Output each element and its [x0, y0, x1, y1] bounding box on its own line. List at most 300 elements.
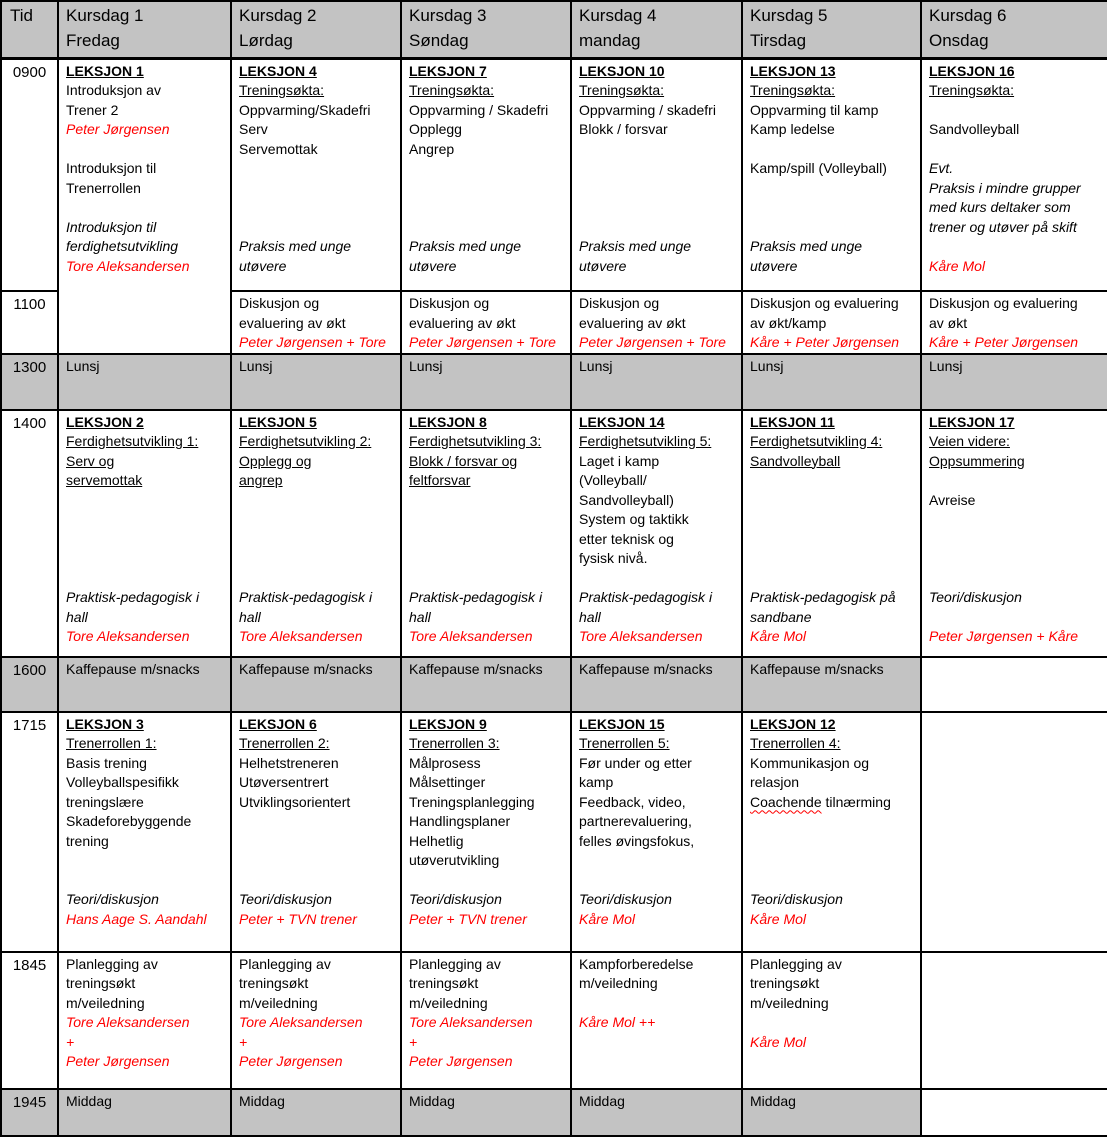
cell-1715-day5 — [742, 712, 921, 952]
spellcheck-word: Coachende — [750, 793, 822, 810]
cell-line: utøverutvikling — [409, 852, 500, 868]
cell-line — [239, 198, 396, 218]
time-label-1100: 1100 — [1, 291, 58, 354]
schedule-row-1600 — [1, 657, 1107, 712]
cell-line: LEKSJON 1 — [66, 62, 144, 79]
cell-line: Kamp ledelse — [750, 121, 835, 137]
cell-1845-day6 — [921, 952, 1107, 1089]
cell-1300-day2 — [231, 354, 401, 410]
cell-0900-day3 — [401, 58, 571, 291]
cell-line: Peter Jørgensen + Kåre — [929, 628, 1079, 644]
cell-line: treningsøkt — [409, 975, 479, 991]
cell-line: utøvere — [239, 257, 287, 274]
cell-line: Før under og etter — [579, 754, 692, 771]
cell-line: ferdighetsutvikling — [66, 238, 179, 254]
cell-line — [750, 569, 916, 589]
cell-line: Trenerrollen 5: — [579, 735, 670, 751]
cell-line: Teori/diskusjon — [750, 891, 843, 907]
cell-line: Peter Jørgensen — [409, 1053, 513, 1069]
cell-line — [750, 549, 916, 569]
cell-line: hall — [409, 608, 431, 625]
cell-line — [66, 549, 226, 569]
cell-line: Teori/diskusjon — [579, 891, 672, 907]
cell-line: LEKSJON 6 — [239, 715, 317, 732]
cell-1715-day1 — [58, 712, 231, 952]
cell-line — [409, 179, 566, 199]
cell-line: LEKSJON 11 — [750, 413, 835, 430]
cell-line — [409, 198, 566, 218]
schedule-row-1945 — [1, 1089, 1107, 1136]
cell-1945-day3 — [401, 1089, 571, 1136]
cell-line — [929, 471, 1103, 491]
column-header-day2 — [231, 1, 401, 58]
cell-1945-day1 — [58, 1089, 231, 1136]
cell-line: Trenerrollen — [66, 179, 141, 196]
cell-line: Middag — [579, 1092, 625, 1109]
cell-line: Middag — [409, 1092, 455, 1109]
cell-0900-day1 — [58, 58, 231, 354]
cell-line: Kåre Mol — [750, 628, 807, 644]
day-name: Fredag — [66, 31, 120, 50]
column-header-day3 — [401, 1, 571, 58]
cell-line: + — [66, 1033, 75, 1050]
cell-line — [66, 851, 226, 871]
cell-line: Volleyballspesifikk — [66, 774, 179, 790]
cell-line: LEKSJON 5 — [239, 413, 317, 430]
cell-line — [409, 569, 566, 589]
header-row — [1, 1, 1107, 58]
cell-line — [66, 140, 226, 160]
cell-line: treningsøkt — [750, 975, 820, 991]
cell-line — [239, 179, 396, 199]
cell-line: Utøversentrert — [239, 774, 329, 790]
cell-line: Utviklingsorientert — [239, 793, 351, 810]
cell-line: Praksis med unge — [579, 238, 692, 254]
cell-1945-day2 — [231, 1089, 401, 1136]
cell-line — [750, 812, 916, 832]
cell-line: Ferdighetsutvikling 1: — [66, 433, 199, 449]
cell-line: Planlegging av — [409, 955, 501, 972]
cell-line: Praktisk-pedagogisk på — [750, 589, 896, 605]
cell-1715-day6 — [921, 712, 1107, 952]
cell-line: partnerevaluering, — [579, 813, 692, 829]
cell-line: Planlegging av — [750, 955, 842, 972]
day-name: Lørdag — [239, 31, 293, 50]
cell-line: Servemottak — [239, 140, 318, 157]
cell-line: Praksis med unge — [239, 238, 352, 254]
cell-line: utøvere — [409, 257, 457, 274]
cell-1845-day2 — [231, 952, 401, 1089]
cell-line: Diskusjon og evaluering — [929, 295, 1078, 311]
cell-line — [239, 812, 396, 832]
cell-1600-day3 — [401, 657, 571, 712]
column-header-day4 — [571, 1, 742, 58]
cell-line: Kåre + Peter Jørgensen — [750, 334, 900, 350]
column-header-day6 — [921, 1, 1107, 58]
cell-line — [239, 549, 396, 569]
cell-line — [579, 569, 737, 589]
cell-line: Oppvarming/Skadefri — [239, 101, 371, 118]
cell-1600-day2 — [231, 657, 401, 712]
cell-line: Målprosess — [409, 754, 481, 771]
cell-line: Lunsj — [239, 357, 273, 374]
cell-line: Sandvolleyball — [929, 121, 1020, 137]
column-header-day1 — [58, 1, 231, 58]
cell-line: Lunsj — [409, 357, 443, 374]
cell-line: fysisk nivå. — [579, 550, 648, 566]
cell-1300-day5 — [742, 354, 921, 410]
cell-line: LEKSJON 7 — [409, 62, 487, 79]
cell-line — [750, 491, 916, 511]
cell-line: Praksis i mindre grupper — [929, 179, 1081, 196]
cell-line: Introduksjon til — [66, 218, 157, 235]
cell-line — [409, 491, 566, 511]
cell-line: Oppvarming / Skadefri — [409, 101, 549, 118]
cell-line — [750, 218, 916, 238]
cell-1945-day4 — [571, 1089, 742, 1136]
cell-line: Avreise — [929, 491, 976, 508]
schedule-row-0900 — [1, 58, 1107, 291]
cell-1400-day5 — [742, 410, 921, 657]
cell-line: LEKSJON 17 — [929, 413, 1015, 430]
cell-line — [239, 491, 396, 511]
cell-line — [579, 871, 737, 891]
day-name: Onsdag — [929, 31, 989, 50]
cell-line — [929, 608, 1103, 628]
cell-line: Lunsj — [579, 357, 613, 374]
day-title: Kursdag 2 — [239, 6, 317, 25]
cell-line: Praktisk-pedagogisk i — [409, 589, 543, 605]
cell-line — [579, 994, 737, 1014]
cell-line: Ferdighetsutvikling 4: — [750, 433, 883, 449]
cell-line — [239, 218, 396, 238]
cell-1300-day1 — [58, 354, 231, 410]
cell-line: Basis trening — [66, 754, 147, 771]
cell-line — [409, 159, 566, 179]
cell-1400-day1 — [58, 410, 231, 657]
cell-line: av økt/kamp — [750, 314, 827, 331]
cell-line: av økt — [929, 314, 968, 331]
cell-1600-day1 — [58, 657, 231, 712]
cell-1100-day2 — [231, 291, 401, 354]
day-title: Kursdag 3 — [409, 6, 487, 25]
cell-line: servemottak — [66, 472, 143, 488]
time-label-1600: 1600 — [1, 657, 58, 712]
cell-line: LEKSJON 8 — [409, 413, 487, 430]
cell-line: med kurs deltaker som — [929, 199, 1071, 215]
cell-1400-day2 — [231, 410, 401, 657]
cell-line: Praktisk-pedagogisk i — [66, 589, 200, 605]
cell-line: angrep — [239, 472, 283, 488]
column-header-tid: Tid — [1, 1, 58, 58]
cell-line: hall — [239, 608, 261, 625]
cell-line: Blokk / forsvar — [579, 121, 668, 137]
cell-line: Tore Aleksandersen — [579, 628, 703, 644]
cell-line — [409, 871, 566, 891]
cell-line: sandbane — [750, 608, 812, 625]
cell-line: LEKSJON 15 — [579, 715, 665, 732]
cell-line: + — [239, 1033, 248, 1050]
cell-line — [750, 198, 916, 218]
cell-line: Introduksjon av — [66, 82, 161, 98]
cell-line: m/veiledning — [579, 975, 658, 991]
time-label-1300: 1300 — [1, 354, 58, 410]
cell-line — [750, 471, 916, 491]
cell-line: utøvere — [750, 257, 798, 274]
cell-1845-day3 — [401, 952, 571, 1089]
cell-line: Treningsøkta: — [929, 82, 1015, 98]
schedule-row-1400 — [1, 410, 1107, 657]
cell-line: LEKSJON 4 — [239, 62, 317, 79]
cell-line: Kåre Mol — [929, 257, 986, 274]
cell-line: Serv — [239, 121, 268, 137]
cell-line: Kaffepause m/snacks — [239, 660, 373, 677]
cell-line: Trenerrollen 4: — [750, 735, 841, 751]
cell-line — [929, 569, 1103, 589]
cell-line: Diskusjon og — [409, 295, 490, 311]
cell-line: Tore Aleksandersen — [66, 628, 190, 644]
cell-line: Trenerrollen 3: — [409, 735, 500, 751]
cell-line: Trener 2 — [66, 101, 119, 118]
cell-1400-day3 — [401, 410, 571, 657]
day-name: Tirsdag — [750, 31, 807, 50]
cell-line: Tore Aleksandersen — [66, 1014, 190, 1030]
cell-line: Kampforberedelse — [579, 955, 694, 972]
cell-line — [579, 198, 737, 218]
cell-line: Teori/diskusjon — [409, 891, 502, 907]
cell-line: Sandvolleyball — [750, 452, 841, 469]
cell-line — [579, 851, 737, 871]
cell-line: trener og utøver på skift — [929, 218, 1077, 235]
cell-line — [239, 530, 396, 550]
cell-line: Praktisk-pedagogisk i — [579, 589, 713, 605]
cell-line — [929, 549, 1103, 569]
cell-line: Oppsummering — [929, 452, 1025, 469]
cell-1100-day5 — [742, 291, 921, 354]
day-title: Kursdag 4 — [579, 6, 657, 25]
cell-line — [409, 530, 566, 550]
cell-line: feltforsvar — [409, 472, 471, 488]
cell-line: Evt. — [929, 160, 954, 176]
cell-line — [750, 832, 916, 852]
cell-line — [239, 569, 396, 589]
cell-line — [750, 179, 916, 199]
cell-1945-day5 — [742, 1089, 921, 1136]
cell-line: LEKSJON 3 — [66, 715, 144, 732]
cell-line: Middag — [239, 1092, 285, 1109]
cell-line: Feedback, video, — [579, 793, 686, 810]
cell-1400-day6 — [921, 410, 1107, 657]
column-header-day5 — [742, 1, 921, 58]
cell-line: Planlegging av — [66, 955, 158, 972]
cell-line: Teori/diskusjon — [239, 891, 332, 907]
cell-line: Lunsj — [929, 357, 963, 374]
cell-1845-day5 — [742, 952, 921, 1089]
cell-1845-day4 — [571, 952, 742, 1089]
cell-line — [66, 569, 226, 589]
cell-line: Diskusjon og — [579, 295, 660, 311]
cell-line: Helhetlig — [409, 832, 464, 849]
cell-line: LEKSJON 10 — [579, 62, 665, 79]
cell-line: Kåre Mol — [750, 910, 807, 927]
cell-line: hall — [579, 608, 601, 625]
cell-line: LEKSJON 14 — [579, 413, 665, 430]
cell-line: Hans Aage S. Aandahl — [66, 910, 207, 927]
cell-line: Peter + TVN trener — [239, 910, 357, 927]
cell-line: Kåre Mol — [579, 910, 636, 927]
cell-line: hall — [66, 608, 88, 625]
cell-line — [239, 871, 396, 891]
cell-line: m/veiledning — [409, 994, 488, 1011]
cell-line — [579, 179, 737, 199]
cell-line: trening — [66, 832, 109, 849]
cell-line — [579, 218, 737, 238]
cell-line: System og taktikk — [579, 511, 689, 527]
time-label-1945: 1945 — [1, 1089, 58, 1136]
cell-line: LEKSJON 12 — [750, 715, 836, 732]
cell-line: evaluering av økt — [409, 314, 516, 331]
cell-line: Introduksjon til — [66, 160, 157, 176]
cell-line: Coachende tilnærming — [750, 793, 891, 810]
cell-line: Kaffepause m/snacks — [750, 660, 884, 677]
cell-1600-day6 — [921, 657, 1107, 712]
cell-line: relasjon — [750, 774, 800, 790]
cell-line: Blokk / forsvar og — [409, 452, 518, 469]
cell-line: Opplegg og — [239, 452, 312, 469]
cell-1600-day5 — [742, 657, 921, 712]
cell-line: Teori/diskusjon — [929, 589, 1022, 605]
cell-line: treningsøkt — [239, 975, 309, 991]
cell-line: Planlegging av — [239, 955, 331, 972]
cell-line: evaluering av økt — [579, 314, 686, 331]
cell-line — [66, 491, 226, 511]
cell-line: Peter Jørgensen + Tore — [409, 334, 556, 350]
cell-line: Oppvarming til kamp — [750, 101, 879, 118]
schedule-row-1300 — [1, 354, 1107, 410]
cell-line: Lunsj — [66, 357, 100, 374]
cell-line — [750, 510, 916, 530]
cell-line — [750, 851, 916, 871]
time-label-1845: 1845 — [1, 952, 58, 1089]
cell-line: Skadeforebyggende — [66, 813, 192, 829]
cell-line — [239, 851, 396, 871]
cell-1400-day4 — [571, 410, 742, 657]
cell-line: Sandvolleyball) — [579, 491, 674, 508]
cell-line: Treningsplanlegging — [409, 793, 535, 810]
cell-line: Laget i kamp — [579, 452, 660, 469]
cell-line: Trenerrollen 1: — [66, 735, 157, 751]
cell-line: Lunsj — [750, 357, 784, 374]
cell-line — [929, 140, 1103, 160]
cell-1715-day3 — [401, 712, 571, 952]
cell-1715-day4 — [571, 712, 742, 952]
cell-line — [66, 871, 226, 891]
cell-line: kamp — [579, 774, 614, 790]
cell-line: m/veiledning — [750, 994, 829, 1011]
cell-line: Tore Aleksandersen — [66, 257, 190, 274]
cell-line — [66, 198, 226, 218]
cell-line: treningsøkt — [66, 975, 136, 991]
cell-1300-day3 — [401, 354, 571, 410]
cell-line: Tore Aleksandersen — [409, 1014, 533, 1030]
cell-line: Ferdighetsutvikling 2: — [239, 433, 372, 449]
cell-line: Kaffepause m/snacks — [409, 660, 543, 677]
cell-1945-day6 — [921, 1089, 1107, 1136]
cell-line — [750, 1013, 916, 1033]
cell-line: Tore Aleksandersen — [239, 628, 363, 644]
cell-1100-day3 — [401, 291, 571, 354]
cell-line: Trenerrollen 2: — [239, 735, 330, 751]
cell-line: Målsettinger — [409, 774, 486, 790]
cell-line — [66, 530, 226, 550]
cell-0900-day2 — [231, 58, 401, 291]
cell-0900-day5 — [742, 58, 921, 291]
cell-line: LEKSJON 2 — [66, 413, 144, 430]
cell-line: Kamp/spill (Volleyball) — [750, 160, 887, 176]
cell-line: + — [409, 1033, 418, 1050]
cell-line: Treningsøkta: — [239, 82, 325, 98]
cell-1100-day6 — [921, 291, 1107, 354]
cell-line — [409, 510, 566, 530]
day-name: mandag — [579, 31, 641, 50]
cell-line: m/veiledning — [239, 994, 318, 1011]
cell-line: Oppvarming / skadefri — [579, 101, 716, 118]
cell-1715-day2 — [231, 712, 401, 952]
cell-line: Peter + TVN trener — [409, 910, 527, 927]
time-label-1400: 1400 — [1, 410, 58, 657]
cell-1100-day4 — [571, 291, 742, 354]
cell-line: Peter Jørgensen — [66, 121, 170, 137]
cell-line — [750, 530, 916, 550]
cell-line: Diskusjon og — [239, 295, 320, 311]
cell-line: Veien videre: — [929, 433, 1010, 449]
cell-line: Peter Jørgensen + Tore — [579, 334, 726, 350]
cell-1845-day1 — [58, 952, 231, 1089]
cell-line — [239, 832, 396, 852]
cell-line — [750, 140, 916, 160]
cell-line — [239, 159, 396, 179]
cell-line — [579, 140, 737, 160]
cell-line: Treningsøkta: — [409, 82, 495, 98]
day-title: Kursdag 6 — [929, 6, 1007, 25]
cell-line: Peter Jørgensen + Tore — [239, 334, 386, 350]
cell-0900-day4 — [571, 58, 742, 291]
cell-line: Kåre Mol ++ — [579, 1014, 656, 1030]
cell-line: Ferdighetsutvikling 3: — [409, 433, 542, 449]
cell-line — [929, 237, 1103, 257]
cell-line — [409, 218, 566, 238]
cell-line: etter teknisk og — [579, 530, 674, 547]
cell-0900-day6 — [921, 58, 1107, 291]
cell-line — [66, 510, 226, 530]
schedule-row-1715 — [1, 712, 1107, 952]
cell-line: utøvere — [579, 257, 627, 274]
cell-line: Kaffepause m/snacks — [579, 660, 713, 677]
cell-line: Kåre + Peter Jørgensen — [929, 334, 1079, 350]
cell-line — [929, 510, 1103, 530]
day-title: Kursdag 5 — [750, 6, 828, 25]
cell-line: Praksis med unge — [409, 238, 522, 254]
day-name: Søndag — [409, 31, 469, 50]
cell-line: Peter Jørgensen — [66, 1053, 170, 1069]
cell-line — [750, 871, 916, 891]
cell-1600-day4 — [571, 657, 742, 712]
schedule-row-1845 — [1, 952, 1107, 1089]
day-title: Kursdag 1 — [66, 6, 144, 25]
cell-line: LEKSJON 16 — [929, 62, 1015, 79]
cell-line: Helhetstreneren — [239, 754, 339, 771]
cell-line: Angrep — [409, 140, 455, 157]
